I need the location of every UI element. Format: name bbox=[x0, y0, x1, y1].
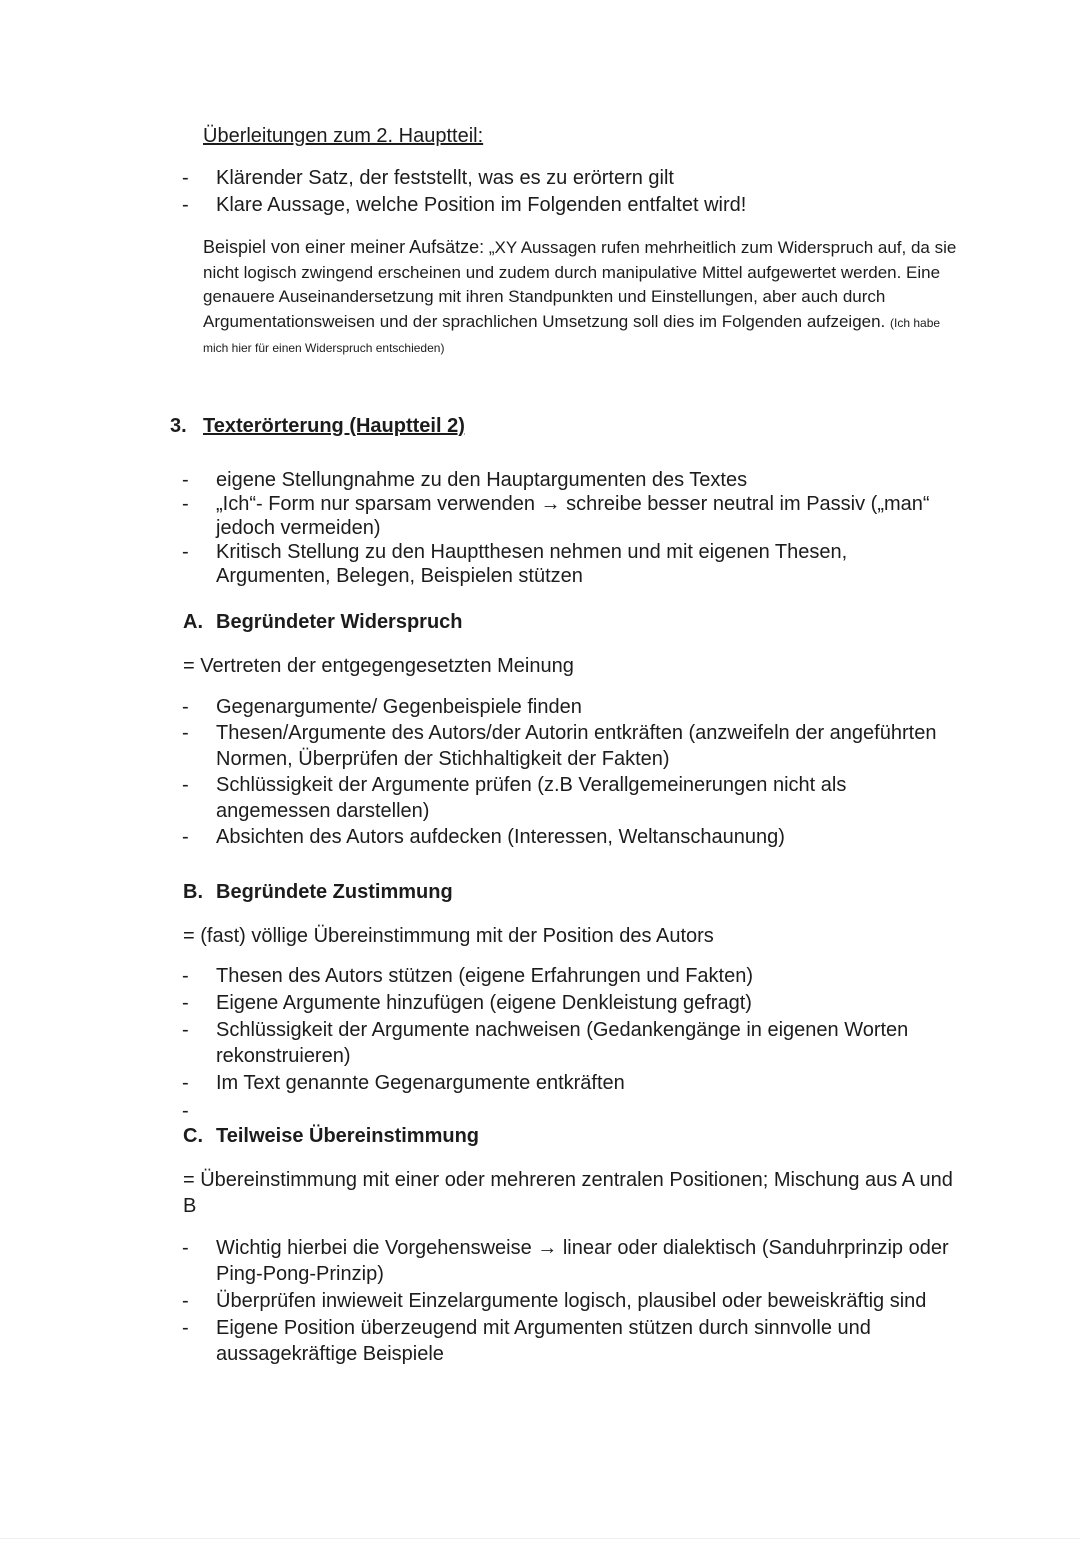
list-item: - Schlüssigkeit der Argumente prüfen (z.B Verallgemeinerungen nicht als angemessen darstellen) bbox=[0, 772, 1080, 824]
section-title-text: Begründete Zustimmung bbox=[216, 881, 453, 903]
example-body: „XY Aussagen rufen mehrheitlich zum Widerspruch auf, da sie nicht logisch zwingend erscheinen und zudem durch manipulative Mittel aufgewertet werden. Eine genauere Auseinandersetzung mit ihren Standpunkten und Einstellungen, aber auch durch Argumentationsweisen und der sprachlichen Umsetzung soll dies im Folgenden aufzeigen. bbox=[203, 238, 957, 331]
transition-list bbox=[0, 165, 1080, 218]
section-title-text: Teilweise Übereinstimmung bbox=[216, 1125, 480, 1147]
section-c-list bbox=[0, 1235, 1080, 1367]
section-a-title bbox=[183, 611, 463, 634]
transition-heading: Überleitungen zum 2. Hauptteil: bbox=[203, 125, 484, 147]
section-a-definition: = Vertreten der entgegengesetzten Meinung bbox=[183, 655, 574, 677]
section-letter: C. bbox=[183, 1125, 203, 1147]
list-item: - Im Text genannte Gegenargumente entkräften bbox=[0, 1070, 1080, 1096]
example-paragraph bbox=[203, 235, 963, 361]
section-title-text: Begründeter Widerspruch bbox=[216, 611, 463, 633]
section-3-list bbox=[0, 468, 1080, 588]
example-lead: Beispiel von einer meiner Aufsätze: bbox=[203, 237, 485, 257]
section-b-definition: = (fast) völlige Übereinstimmung mit der Position des Autors bbox=[183, 925, 714, 947]
section-letter: A. bbox=[183, 611, 203, 633]
list-item: - eigene Stellungnahme zu den Hauptargumenten des Textes bbox=[0, 468, 1080, 492]
list-item: - Kritisch Stellung zu den Hauptthesen nehmen und mit eigenen Thesen, Argumenten, Belegen, Beispielen stützen bbox=[0, 540, 1080, 588]
section-a-list bbox=[0, 694, 1080, 850]
list-item: - Klärender Satz, der feststellt, was es zu erörtern gilt bbox=[0, 165, 1080, 191]
list-item: - Thesen des Autors stützen (eigene Erfahrungen und Fakten) bbox=[0, 963, 1080, 989]
section-number: 3. bbox=[170, 415, 187, 437]
list-item: - „Ich“- Form nur sparsam verwenden → schreibe besser neutral im Passiv („man“ jedoch vermeiden) bbox=[0, 492, 1080, 540]
list-item: - Thesen/Argumente des Autors/der Autorin entkräften (anzweifeln der angeführten Normen, Überprüfen der Stichhaltigkeit der Fakten) bbox=[0, 720, 1080, 772]
list-item: - Gegenargumente/ Gegenbeispiele finden bbox=[0, 694, 1080, 720]
list-item: - Überprüfen inwieweit Einzelargumente logisch, plausibel oder beweiskräftig sind bbox=[0, 1288, 1080, 1314]
empty-bullet: - bbox=[182, 1100, 189, 1122]
list-item: - Schlüssigkeit der Argumente nachweisen (Gedankengänge in eigenen Worten rekonstruieren) bbox=[0, 1017, 1080, 1069]
section-title-text: Texterörterung (Hauptteil 2) bbox=[203, 415, 465, 437]
example-note: (Ich habe mich hier für einen Widerspruch entschieden) bbox=[203, 315, 941, 355]
list-item: - Absichten des Autors aufdecken (Interessen, Weltanschaunung) bbox=[0, 824, 1080, 850]
page-edge bbox=[0, 1538, 1080, 1539]
section-c-title bbox=[183, 1125, 479, 1148]
list-item: - Eigene Position überzeugend mit Argumenten stützen durch sinnvolle und aussagekräftige Beispiele bbox=[0, 1315, 1080, 1367]
section-3-title bbox=[170, 415, 465, 438]
section-b-list bbox=[0, 963, 1080, 1096]
list-item: - Wichtig hierbei die Vorgehensweise → linear oder dialektisch (Sanduhrprinzip oder Ping-Pong-Prinzip) bbox=[0, 1235, 1080, 1287]
list-item: - Eigene Argumente hinzufügen (eigene Denkleistung gefragt) bbox=[0, 990, 1080, 1016]
section-c-definition: = Übereinstimmung mit einer oder mehreren zentralen Positionen; Mischung aus A und B bbox=[183, 1169, 953, 1217]
list-item: - Klare Aussage, welche Position im Folgenden entfaltet wird! bbox=[0, 192, 1080, 218]
section-letter: B. bbox=[183, 881, 203, 903]
section-b-title bbox=[183, 881, 453, 904]
